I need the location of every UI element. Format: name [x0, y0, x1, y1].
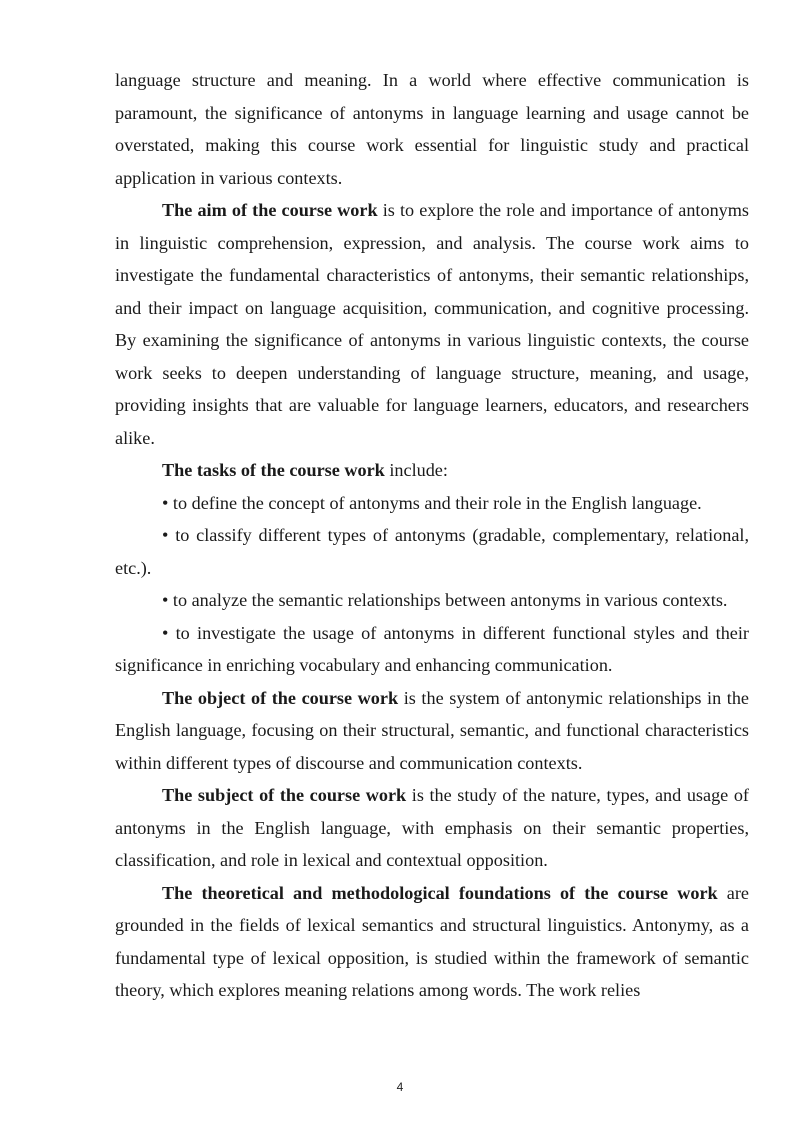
intro-continuation-paragraph: language structure and meaning. In a world where effective communication is paramount, the significance of antonyms in language learning and usage cannot be overstated, making this course work essential for linguistic study and practical application in various contexts. [115, 70, 749, 188]
aim-heading: The aim of the course work [162, 200, 378, 220]
page-number: 4 [396, 1080, 404, 1094]
aim-text: is to explore the role and importance of antonyms in linguistic comprehension, expression, and analysis. The course work aims to investigate the fundamental characteristics of antonyms, their semantic relationships, and their impact on language acquisition, communication, and cognitive processing. By examining the significance of antonyms in various linguistic contexts, the course work seeks to deepen understanding of language structure, meaning, and usage, providing insights that are valuable for language learners, educators, and researchers alike. [115, 200, 749, 448]
object-heading: The object of the course work [162, 687, 399, 708]
task-item: • to classify different types of antonyms (gradable, complementary, relational, etc.). [115, 525, 749, 578]
foundations-heading: The theoretical and methodological foundations of the course work [162, 882, 718, 903]
task-item: • to define the concept of antonyms and their role in the English language. [162, 492, 702, 513]
tasks-heading: The tasks of the course work [162, 460, 385, 480]
task-item: • to investigate the usage of antonyms in different functional styles and their significance in enriching vocabulary and enhancing communication. [115, 622, 749, 675]
subject-paragraph [115, 779, 749, 877]
document-page [115, 64, 749, 1007]
foundations-paragraph [115, 877, 749, 1007]
aim-paragraph [115, 194, 749, 454]
tasks-paragraph [115, 454, 749, 487]
subject-text: is the study of the nature, types, and usage of antonyms in the English language, with emphasis on their semantic properties, classification, and role in lexical and contextual opposition. [115, 785, 749, 870]
foundations-text: are grounded in the fields of lexical semantics and structural linguistics. Antonymy, as a fundamental type of lexical opposition, is studied within the framework of semantic theory, which explores meaning relations among words. The work relies [115, 882, 750, 1000]
object-text: is the system of antonymic relationships in the English language, focusing on their structural, semantic, and functional characteristics within different types of discourse and communication contexts. [115, 687, 749, 773]
subject-heading: The subject of the course work [162, 785, 407, 805]
object-paragraph [115, 682, 749, 780]
tasks-text: include: [384, 460, 448, 480]
task-item: • to analyze the semantic relationships between antonyms in various contexts. [162, 590, 728, 610]
